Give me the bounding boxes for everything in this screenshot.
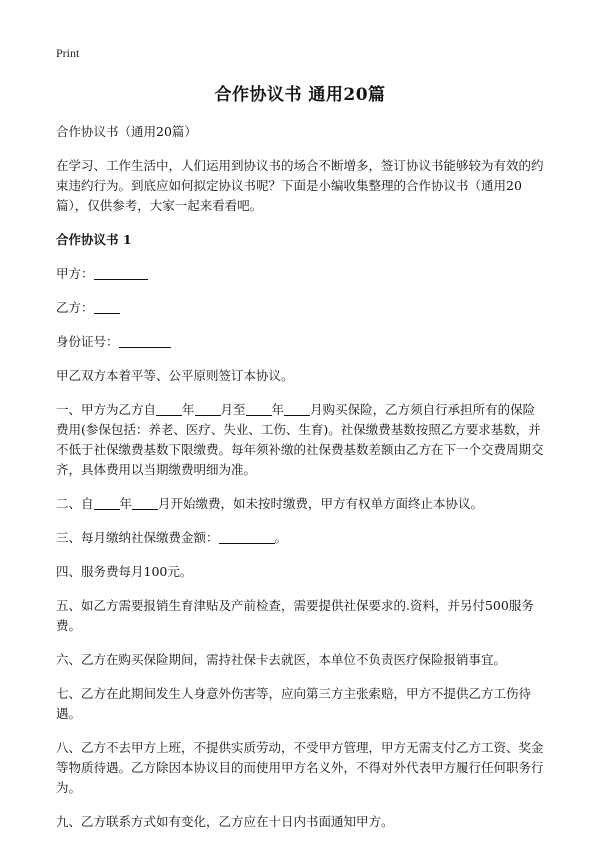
document-title: 合作协议书 通用20篇 <box>214 85 386 105</box>
clause-1-month1: 月至 <box>220 402 246 417</box>
document-body <box>56 122 544 846</box>
clause-1-blank-2 <box>195 401 221 416</box>
document-subtitle: 合作协议书（通用20篇） <box>56 124 197 139</box>
clause-3-blank <box>219 529 275 544</box>
principle-paragraph: 甲乙双方本着平等、公平原则签订本协议。 <box>56 368 294 383</box>
clause-3 <box>56 528 544 548</box>
clause-8: 八、乙方不去甲方上班，不提供实质劳动，不受甲方管理，甲方无需支付乙方工资、奖金等物质待遇。乙方除因本协议目的而使用甲方名义外，不得对外代表甲方履行任何职务行为。 <box>56 740 544 795</box>
clause-2-prefix: 二、自 <box>56 496 94 511</box>
intro-paragraph: 在学习、工作生活中，人们运用到协议书的场合不断增多，签订协议书能够较为有效的约束违约行为。到底应如何拟定协议书呢？下面是小编收集整理的合作协议书（通用20篇），仅供参考，大家一起来看看吧。 <box>56 158 544 213</box>
clause-3-suffix: 。 <box>274 530 288 545</box>
clause-1-blank-3 <box>246 401 272 416</box>
party-a-label: 甲方： <box>56 266 94 281</box>
id-label: 身份证号： <box>56 334 119 349</box>
id-line <box>56 332 544 352</box>
clause-1-year2: 年 <box>271 402 285 417</box>
clause-2-blank-2 <box>132 495 158 510</box>
clause-2-year: 年 <box>119 496 133 511</box>
party-b-blank <box>94 299 120 314</box>
clause-2-blank-1 <box>94 495 120 510</box>
clause-7: 七、乙方在此期间发生人身意外伤害等，应向第三方主张索赔，甲方不提供乙方工伤待遇。 <box>56 686 532 721</box>
clause-9: 九、乙方联系方式如有变化，乙方应在十日内书面通知甲方。 <box>56 814 394 829</box>
id-blank <box>119 333 171 348</box>
clause-6: 六、乙方在购买保险期间，需持社保卡去就医，本单位不负责医疗保险报销事宜。 <box>56 652 507 667</box>
clause-1-blank-1 <box>156 401 182 416</box>
party-b-label: 乙方： <box>56 300 94 315</box>
clause-2-rest: 月开始缴费，如未按时缴费，甲方有权单方面终止本协议。 <box>158 496 484 511</box>
party-a-blank <box>94 265 148 280</box>
party-b-line <box>56 298 544 318</box>
clause-1-year1: 年 <box>182 402 195 417</box>
clause-1-blank-4 <box>284 401 310 416</box>
clause-5: 五、如乙方需要报销生育津贴及产前检查，需要提供社保要求的.资料，并另付500服务费。 <box>56 598 534 633</box>
clause-2 <box>56 494 544 514</box>
clause-1-rest: 月购买保险，乙方须自行承担所有的保险费用(参保包括：养老、医疗、失业、工伤、生育)。社保缴费基数按照乙方要求基数，并不低于社保缴费基数下限缴费。每年须补缴的社保费基数差额由乙方在下一个交费周期交齐，具体费用以当期缴费明细为准。 <box>56 402 544 477</box>
clause-1 <box>56 400 544 480</box>
print-link[interactable]: Print <box>56 46 80 60</box>
party-a-line <box>56 264 544 284</box>
clause-4: 四、服务费每月100元。 <box>56 564 193 579</box>
clause-3-prefix: 三、每月缴纳社保缴费金额： <box>56 530 219 545</box>
section-heading: 合作协议书 1 <box>56 232 132 247</box>
clause-1-prefix: 一、甲方为乙方自 <box>56 402 157 417</box>
